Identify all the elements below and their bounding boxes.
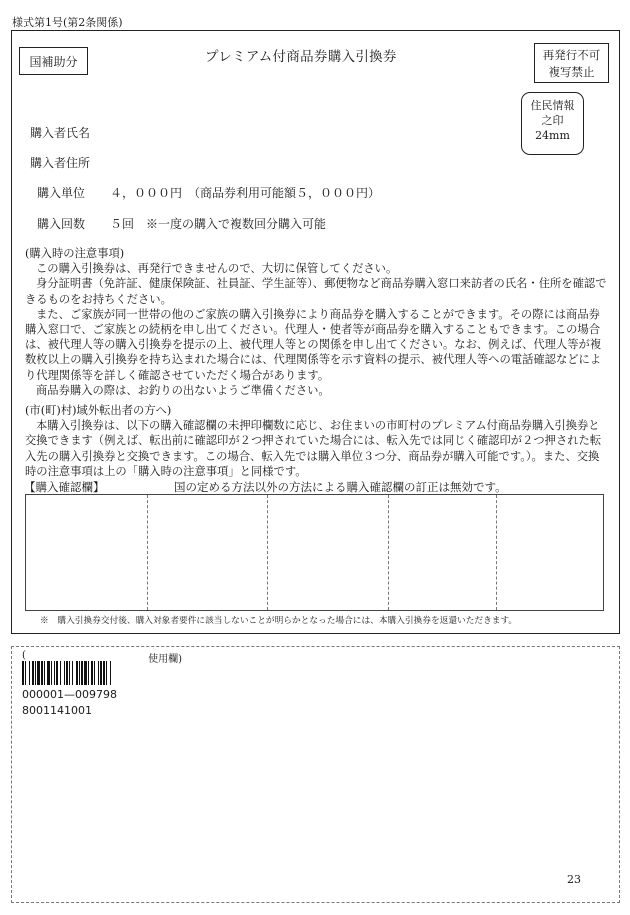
voucher-title: プレミアム付商品券購入引換券 <box>205 49 397 65</box>
barcode-bar <box>111 661 113 685</box>
confirm-notice: 国の定める方法以外の方法による購入確認欄の訂正は無効です。 <box>174 480 507 494</box>
confirm-section-label: 【購入確認欄】 <box>24 480 105 494</box>
form-number-label: 様式第1号(第2条関係) <box>12 16 123 29</box>
stamp-cell-divider <box>388 495 389 610</box>
stamp-cell-divider <box>267 495 268 610</box>
resident-seal-box <box>521 92 584 155</box>
usage-open-paren: ( <box>22 650 26 661</box>
purchaser-name-label: 購入者氏名 <box>30 126 91 140</box>
purchase-unit-label: 購入単位 <box>37 186 86 200</box>
notes-paragraph: この購入引換券は、再発行できませんので、大切に保管してください。 <box>36 262 398 276</box>
transfer-heading: (市(町)村)域外転出者の方へ) <box>25 404 172 417</box>
confirm-stamp-grid <box>25 494 604 611</box>
voucher-code: 8001141001 <box>22 704 92 717</box>
reissue-line: 再発行不可 <box>542 48 601 62</box>
purchase-unit-value: ４，０００円 （商品券利用可能額５，０００円） <box>110 186 381 200</box>
notes-heading: (購入時の注意事項) <box>25 247 125 260</box>
page-number: 23 <box>567 873 581 886</box>
reissue-prohibited-box <box>534 43 609 83</box>
refund-footnote: ※ 購入引換券交付後、購入対象者要件に該当しないことが明らかとなった場合には、本購入引換券を返還いただきます。 <box>40 616 518 626</box>
transfer-notice <box>25 403 609 479</box>
subsidy-badge: 国補助分 <box>19 47 88 75</box>
notes-paragraph: 身分証明書（免許証、健康保険証、社員証、学生証等）、郵便物など商品券購入窓口来訪者の氏名・住所を確認できるものをお持ちください。 <box>25 277 607 306</box>
stamp-cell-divider <box>147 495 148 610</box>
serial-range: 000001—009798 <box>22 688 117 701</box>
purchase-count-value: ５回 ※一度の購入で複数回分購入可能 <box>110 217 327 231</box>
purchaser-address-label: 購入者住所 <box>30 156 91 170</box>
usage-label-text: 使用欄) <box>148 654 182 665</box>
purchase-notes <box>25 246 609 398</box>
seal-size: 24mm <box>535 129 570 142</box>
notes-paragraph: また、ご家族が同一世帯の他のご家族の購入引換券により商品券を購入することができます。その際には商品券購入窓口で、ご家族との続柄を申し出てください。代理人・使者等が商品券を購入することもできます。この場合は、被代理人等の購入引換券を提示の上、被代理人等との関係を申し出てください。なお、例えば、代理人等が複数枚以上の購入引換券を持ち込まれた場合には、代理関係等を示す資料の提示、被代理人等への電話確認などにより代理関係等を詳しく確認させていただく場合があります。 <box>25 307 602 382</box>
transfer-body: 本購入引換券は、以下の購入確認欄の未押印欄数に応じ、お住まいの市町村のプレミアム付商品券購入引換券と交換できます（例えば、転出前に確認印が２つ押されていた場合には、転入先では同じく確認印が２つ押された転入先の購入引換券と交換できます。この場合、転入先では購入単位３つ分、商品券が購入可能です。）。また、交換時の注意事項は上の「購入時の注意事項」と同様です。 <box>25 419 602 478</box>
purchase-count-label: 購入回数 <box>37 217 86 231</box>
stamp-cell-divider <box>496 495 497 610</box>
notes-paragraph: 商品券購入の際は、お釣りの出ないようご準備ください。 <box>36 383 330 397</box>
copy-line: 複写禁止 <box>548 65 595 79</box>
seal-line: 之印 <box>541 114 564 127</box>
barcode <box>22 661 164 685</box>
seal-line: 住民情報 <box>530 99 575 112</box>
